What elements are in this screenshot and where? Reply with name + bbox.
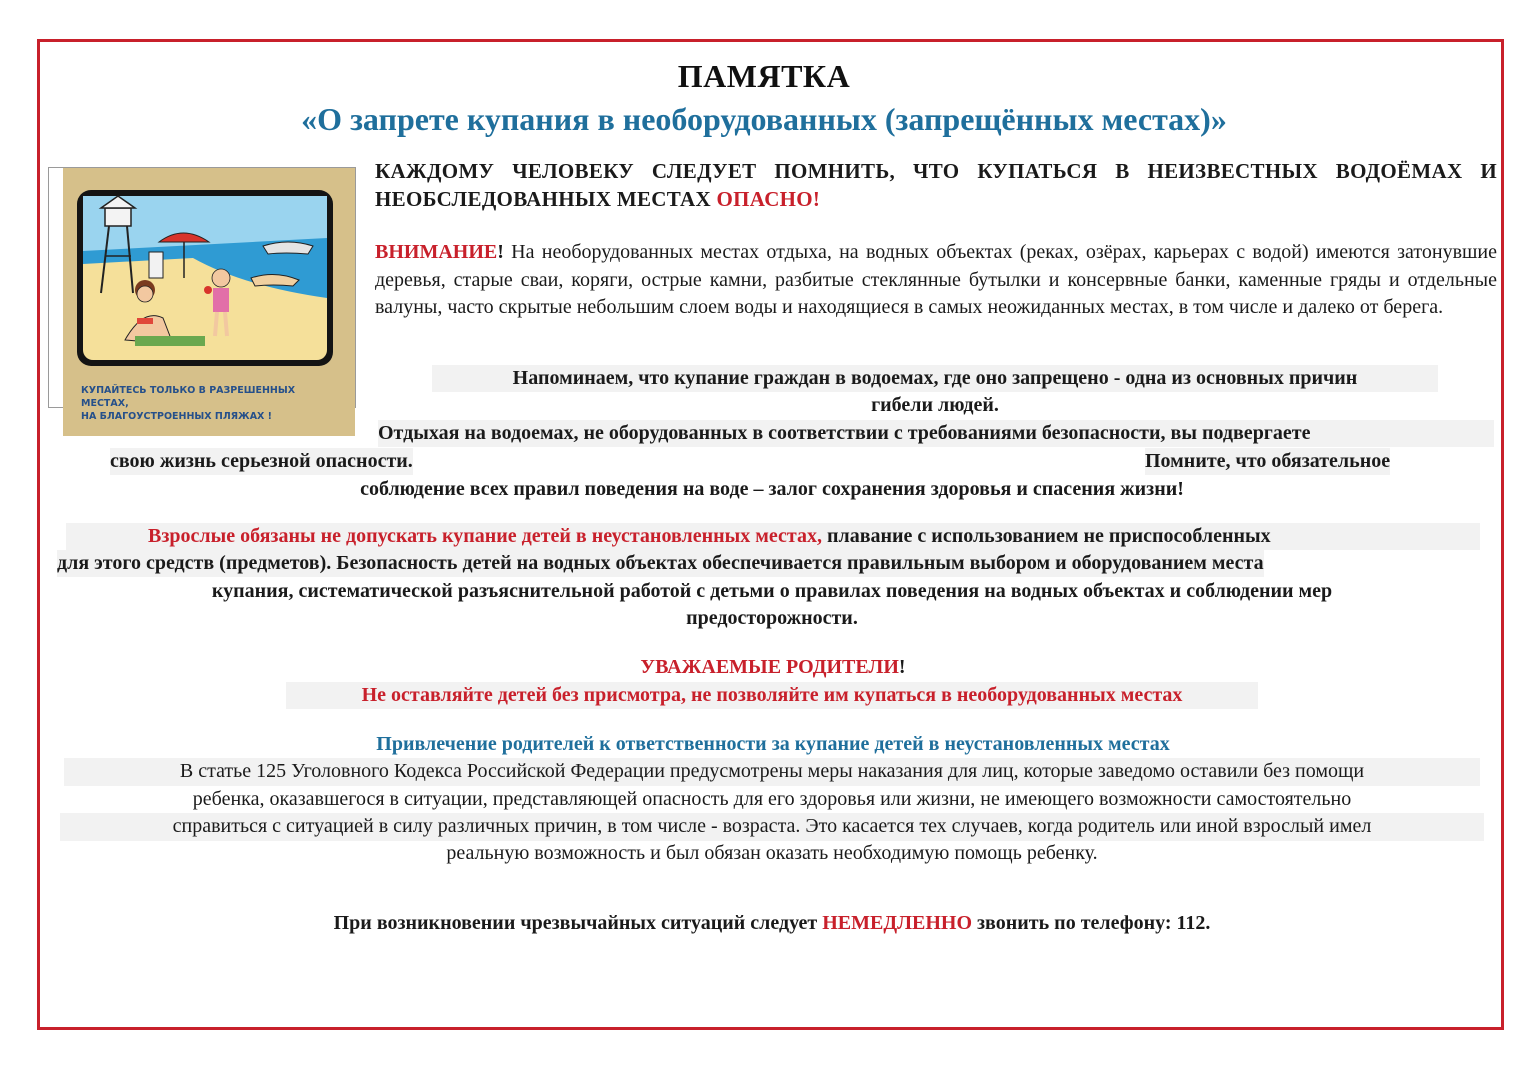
page-title: ПАМЯТКА — [677, 58, 851, 94]
liability-line: ребенка, оказавшегося в ситуации, представляющей опасность для его здоровья или жизни, не имеющего возможности самостоятельно — [192, 788, 1352, 810]
adults-red-text: Взрослые обязаны не допускать купание детей в неустановленных местах, — [148, 525, 822, 547]
page-subtitle: «О запрете купания в необорудованных (запрещённых местах)» — [301, 101, 1227, 137]
adults-text: плавание с использованием не приспособленных — [821, 525, 1271, 547]
emergency-highlight: НЕМЕДЛЕННО — [822, 912, 973, 934]
adults-line — [66, 523, 1480, 550]
danger-word: ОПАСНО! — [716, 187, 821, 211]
attention-paragraph — [375, 239, 1497, 322]
emergency-phone: звонить по телефону: 112. — [972, 912, 1211, 934]
illustration-caption-line: КУПАЙТЕСЬ ТОЛЬКО В РАЗРЕШЕННЫХ МЕСТАХ, — [81, 385, 296, 409]
attention-mark: ! — [497, 241, 504, 263]
illustration-caption — [81, 384, 337, 423]
reminder-line: свою жизнь серьезной опасности. — [110, 448, 413, 475]
reminder-line: Напоминаем, что купание граждан в водоемах, где оно запрещено - одна из основных причин — [432, 365, 1438, 392]
parents-warning: Не оставляйте детей без присмотра, не позволяйте им купаться в необорудованных местах — [286, 682, 1258, 709]
liability-line: В статье 125 Уголовного Кодекса Российской Федерации предусмотрены меры наказания для лиц, которые заведомо оставили без помощи — [64, 758, 1480, 786]
reminder-line: Помните, что обязательное — [1145, 448, 1390, 475]
attention-label: ВНИМАНИЕ — [375, 241, 498, 263]
lead-text: КАЖДОМУ ЧЕЛОВЕКУ СЛЕДУЕТ ПОМНИТЬ, ЧТО КУПАТЬСЯ В НЕИЗВЕСТНЫХ ВОДОЁМАХ И НЕОБСЛЕДОВАННЫХ МЕСТАХ — [375, 159, 1497, 211]
adults-line: предосторожности. — [686, 607, 858, 629]
liability-line: реальную возможность и был обязан оказать необходимую помощь ребенку. — [446, 842, 1098, 864]
lead-paragraph — [375, 157, 1497, 213]
liability-line: справиться с ситуацией в силу различных причин, в том числе - возраста. Это касается тех случаев, когда родитель или иной взрослый имел — [60, 813, 1484, 841]
adults-line: для этого средств (предметов). Безопасность детей на водных объектах обеспечивается правильным выбором и оборудованием места — [57, 550, 1264, 577]
adults-line: купания, систематической разъяснительной работой с детьми о правилах поведения на водных объектах и соблюдении мер — [211, 580, 1333, 602]
emergency-text: При возникновении чрезвычайных ситуаций следует — [333, 912, 823, 934]
parents-heading-text: УВАЖАЕМЫЕ РОДИТЕЛИ — [640, 656, 899, 678]
parents-heading — [0, 654, 1528, 681]
beach-illustration — [63, 168, 355, 436]
emergency-line — [0, 910, 1528, 937]
reminder-line: Отдыхая на водоемах, не оборудованных в соответствии с требованиями безопасности, вы подвергаете — [378, 420, 1494, 447]
liability-heading: Привлечение родителей к ответственности за купание детей в неустановленных местах — [376, 733, 1170, 755]
parents-mark: ! — [898, 656, 906, 678]
illustration-caption-line: НА БЛАГОУСТРОЕННЫХ ПЛЯЖАХ ! — [81, 411, 273, 422]
reminder-line: гибели людей. — [871, 394, 999, 416]
attention-text: На необорудованных местах отдыха, на водных объектах (реках, озёрах, карьерах с водой) имеются затонувшие деревья, старые сваи, коряги, острые камни, разбитые стеклянные бутылки и консервные банки, каменные гряды и отдельные валуны, часто скрытые небольшим слоем воды и находящиеся в самых неожиданных местах, в том числе и далеко от берега. — [375, 241, 1497, 318]
reminder-line: соблюдение всех правил поведения на воде – залог сохранения здоровья и спасения жизни! — [360, 478, 1184, 500]
